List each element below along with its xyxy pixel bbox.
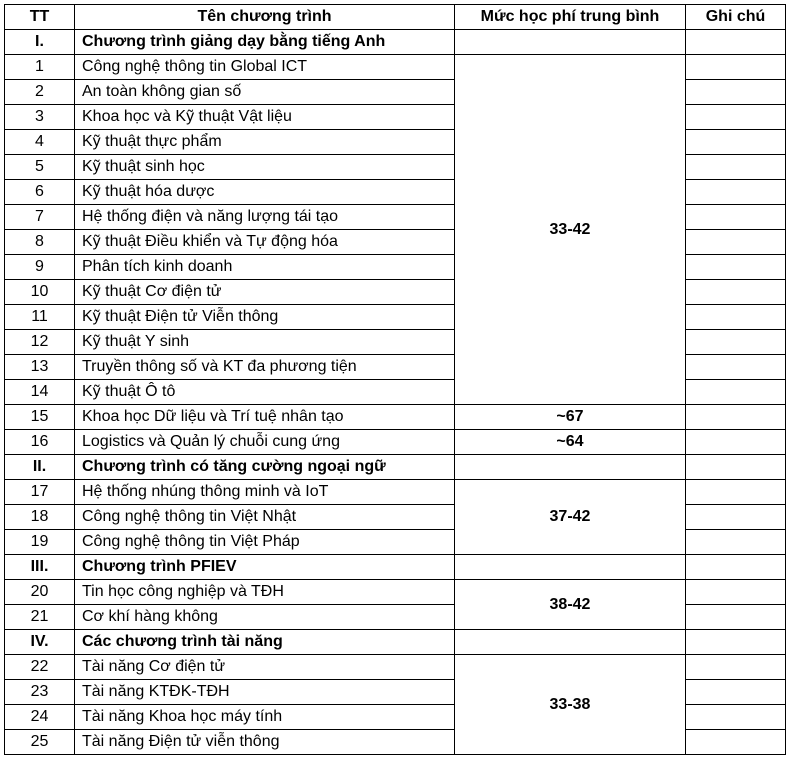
program-name: Kỹ thuật sinh học xyxy=(75,155,455,180)
average-fee: ~67 xyxy=(455,405,686,430)
note-cell xyxy=(686,605,786,630)
note-cell xyxy=(686,280,786,305)
program-name: An toàn không gian số xyxy=(75,80,455,105)
note-cell xyxy=(686,105,786,130)
row-number: 6 xyxy=(5,180,75,205)
row-number: 25 xyxy=(5,730,75,755)
program-name: Tin học công nghiệp và TĐH xyxy=(75,580,455,605)
note-cell xyxy=(686,130,786,155)
row-number: 22 xyxy=(5,655,75,680)
note-cell xyxy=(686,655,786,680)
row-number: 14 xyxy=(5,380,75,405)
table-row xyxy=(5,655,786,680)
program-name: Tài năng KTĐK-TĐH xyxy=(75,680,455,705)
program-name: Kỹ thuật Cơ điện tử xyxy=(75,280,455,305)
row-number: 9 xyxy=(5,255,75,280)
average-fee: 33-42 xyxy=(455,55,686,405)
program-name: Logistics và Quản lý chuỗi cung ứng xyxy=(75,430,455,455)
header-row xyxy=(5,5,786,30)
section-row xyxy=(5,630,786,655)
note-cell xyxy=(686,55,786,80)
row-number: 5 xyxy=(5,155,75,180)
program-name: Kỹ thuật Ô tô xyxy=(75,380,455,405)
program-name: Khoa học và Kỹ thuật Vật liệu xyxy=(75,105,455,130)
row-number: 15 xyxy=(5,405,75,430)
section-number: I. xyxy=(5,30,75,55)
row-number: 2 xyxy=(5,80,75,105)
row-number: 12 xyxy=(5,330,75,355)
tuition-table xyxy=(4,4,786,755)
section-note-cell xyxy=(686,555,786,580)
program-name: Khoa học Dữ liệu và Trí tuệ nhân tạo xyxy=(75,405,455,430)
row-number: 24 xyxy=(5,705,75,730)
section-note-cell xyxy=(686,630,786,655)
row-number: 17 xyxy=(5,480,75,505)
header-note: Ghi chú xyxy=(686,5,786,30)
note-cell xyxy=(686,255,786,280)
section-title: Chương trình PFIEV xyxy=(75,555,455,580)
section-fee-cell xyxy=(455,630,686,655)
program-name: Công nghệ thông tin Global ICT xyxy=(75,55,455,80)
row-number: 23 xyxy=(5,680,75,705)
average-fee: 33-38 xyxy=(455,655,686,755)
note-cell xyxy=(686,355,786,380)
row-number: 7 xyxy=(5,205,75,230)
row-number: 21 xyxy=(5,605,75,630)
program-name: Kỹ thuật Điện tử Viễn thông xyxy=(75,305,455,330)
program-name: Cơ khí hàng không xyxy=(75,605,455,630)
note-cell xyxy=(686,505,786,530)
average-fee: 38-42 xyxy=(455,580,686,630)
table-row xyxy=(5,405,786,430)
program-name: Kỹ thuật Điều khiển và Tự động hóa xyxy=(75,230,455,255)
row-number: 11 xyxy=(5,305,75,330)
section-fee-cell xyxy=(455,30,686,55)
header-program-name: Tên chương trình xyxy=(75,5,455,30)
note-cell xyxy=(686,230,786,255)
row-number: 3 xyxy=(5,105,75,130)
note-cell xyxy=(686,330,786,355)
note-cell xyxy=(686,430,786,455)
table-row xyxy=(5,580,786,605)
note-cell xyxy=(686,580,786,605)
section-fee-cell xyxy=(455,455,686,480)
table-row xyxy=(5,55,786,80)
program-name: Phân tích kinh doanh xyxy=(75,255,455,280)
section-row xyxy=(5,555,786,580)
program-name: Kỹ thuật hóa dược xyxy=(75,180,455,205)
program-name: Truyền thông số và KT đa phương tiện xyxy=(75,355,455,380)
section-note-cell xyxy=(686,30,786,55)
section-fee-cell xyxy=(455,555,686,580)
note-cell xyxy=(686,730,786,755)
note-cell xyxy=(686,305,786,330)
section-number: IV. xyxy=(5,630,75,655)
average-fee: 37-42 xyxy=(455,480,686,555)
note-cell xyxy=(686,180,786,205)
note-cell xyxy=(686,480,786,505)
row-number: 8 xyxy=(5,230,75,255)
note-cell xyxy=(686,705,786,730)
table-row xyxy=(5,430,786,455)
program-name: Kỹ thuật thực phẩm xyxy=(75,130,455,155)
note-cell xyxy=(686,405,786,430)
row-number: 10 xyxy=(5,280,75,305)
average-fee: ~64 xyxy=(455,430,686,455)
section-number: III. xyxy=(5,555,75,580)
section-number: II. xyxy=(5,455,75,480)
note-cell xyxy=(686,80,786,105)
row-number: 18 xyxy=(5,505,75,530)
section-title: Chương trình giảng dạy bằng tiếng Anh xyxy=(75,30,455,55)
note-cell xyxy=(686,205,786,230)
note-cell xyxy=(686,530,786,555)
table-row xyxy=(5,480,786,505)
program-name: Kỹ thuật Y sinh xyxy=(75,330,455,355)
row-number: 19 xyxy=(5,530,75,555)
note-cell xyxy=(686,380,786,405)
program-name: Công nghệ thông tin Việt Nhật xyxy=(75,505,455,530)
note-cell xyxy=(686,155,786,180)
program-name: Tài năng Điện tử viễn thông xyxy=(75,730,455,755)
note-cell xyxy=(686,680,786,705)
row-number: 4 xyxy=(5,130,75,155)
section-title: Các chương trình tài năng xyxy=(75,630,455,655)
program-name: Tài năng Cơ điện tử xyxy=(75,655,455,680)
header-average-fee: Mức học phí trung bình xyxy=(455,5,686,30)
table-body xyxy=(5,30,786,755)
program-name: Tài năng Khoa học máy tính xyxy=(75,705,455,730)
program-name: Hệ thống nhúng thông minh và IoT xyxy=(75,480,455,505)
program-name: Công nghệ thông tin Việt Pháp xyxy=(75,530,455,555)
section-note-cell xyxy=(686,455,786,480)
section-row xyxy=(5,30,786,55)
section-row xyxy=(5,455,786,480)
row-number: 1 xyxy=(5,55,75,80)
header-tt: TT xyxy=(5,5,75,30)
table-header xyxy=(5,5,786,30)
program-name: Hệ thống điện và năng lượng tái tạo xyxy=(75,205,455,230)
row-number: 16 xyxy=(5,430,75,455)
row-number: 20 xyxy=(5,580,75,605)
section-title: Chương trình có tăng cường ngoại ngữ xyxy=(75,455,455,480)
row-number: 13 xyxy=(5,355,75,380)
